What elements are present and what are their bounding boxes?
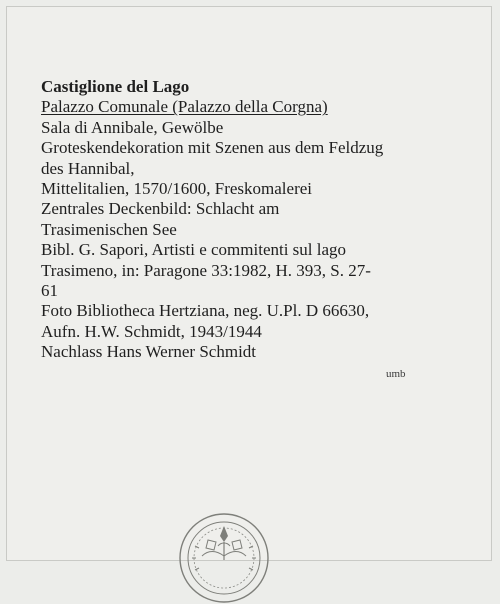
record-line-bibliography-pages: 61: [41, 281, 58, 301]
record-line-description-cont: des Hannibal,: [41, 158, 135, 178]
record-title: Castiglione del Lago: [41, 77, 190, 96]
record-line-photo-source: Foto Bibliotheca Hertziana, neg. U.Pl. D 66630,: [41, 301, 370, 321]
record-line-date-technique: Mittelitalien, 1570/1600, Freskomalerei: [41, 179, 313, 199]
record-line-subject-cont: Trasimenischen See: [41, 219, 177, 239]
record-line-photographer: Aufn. H.W. Schmidt, 1943/1944: [41, 321, 262, 341]
record-line-bibliography: Bibl. G. Sapori, Artisti e commitenti sul lago: [41, 240, 347, 260]
record-line-description: Groteskendekoration mit Szenen aus dem Feldzug: [41, 138, 384, 158]
record-line-bibliography-cont: Trasimeno, in: Paragone 33:1982, H. 393, S. 27-: [41, 260, 371, 280]
record-line-subject: Zentrales Deckenbild: Schlacht am: [41, 199, 280, 219]
record-line-room: Sala di Annibale, Gewölbe: [41, 117, 224, 137]
record-line-estate: Nachlass Hans Werner Schmidt: [41, 342, 257, 362]
library-seal-icon: [178, 512, 270, 604]
catalog-record: [41, 77, 461, 363]
record-location: Palazzo Comunale (Palazzo della Corgna): [41, 97, 328, 117]
initials-note: umb: [386, 368, 406, 380]
